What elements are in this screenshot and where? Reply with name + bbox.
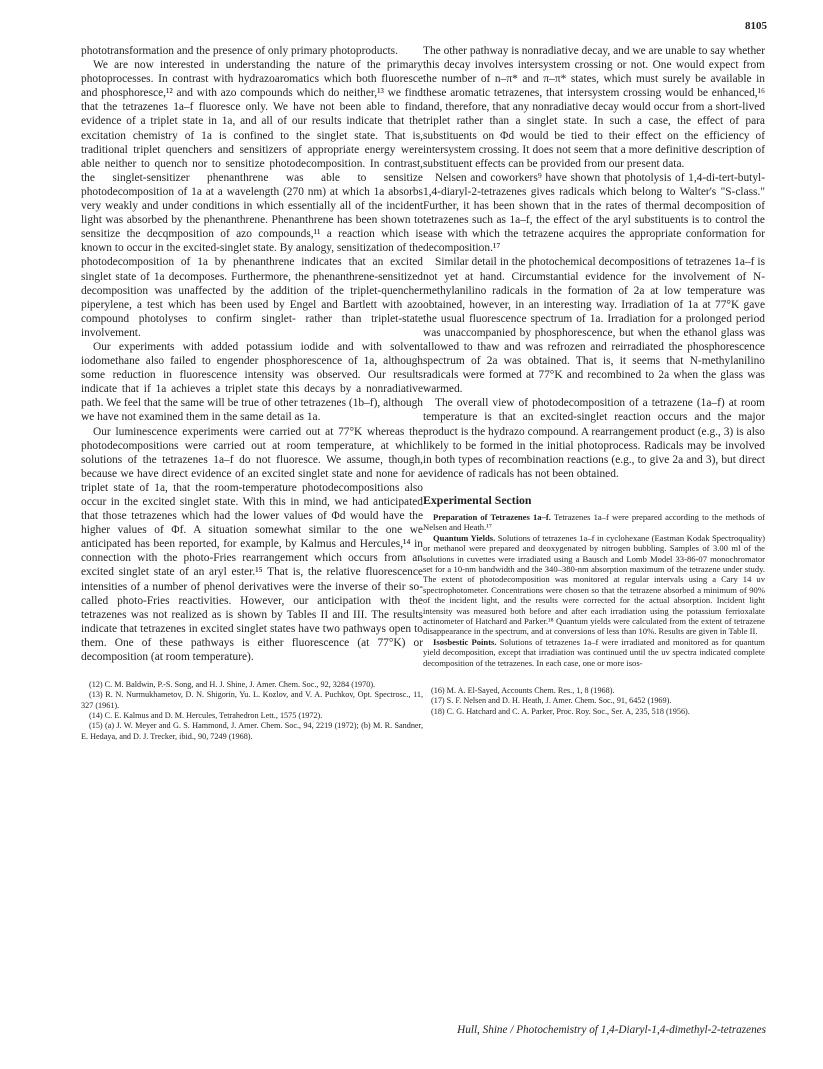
right-column: [423, 44, 765, 717]
footnote: (12) C. M. Baldwin, P.-S. Song, and H. J. Shine, J. Amer. Chem. Soc., 92, 3284 (1970).: [89, 680, 376, 690]
experimental-heading: Isosbestic Points.: [433, 636, 497, 647]
experimental-section: [423, 512, 765, 668]
left-column: [81, 44, 423, 742]
experimental-text: Solutions of tetrazenes 1a–f were irradiated and monitored as for quantum yield decomposition, except that irradiation was continued until the uv spectra indicated complete decomposition of the tetrazenes. In each case, one or more isos-: [423, 636, 765, 668]
footnote: (14) C. E. Kalmus and D. M. Hercules, Tetrahedron Lett., 1575 (1972).: [89, 711, 323, 721]
experimental-paragraph: [423, 637, 765, 668]
experimental-heading: Quantum Yields.: [433, 532, 496, 543]
running-footer: Hull, Shine / Photochemistry of 1,4-Diaryl-1,4-dimethyl-2-tetrazenes: [457, 1024, 766, 1036]
right-footnotes: [423, 686, 765, 717]
paragraph: phototransformation and the presence of only primary photoproducts.: [81, 45, 398, 57]
footnote: (17) S. F. Nelsen and D. H. Heath, J. Amer. Chem. Soc., 91, 6452 (1969).: [431, 696, 672, 706]
paragraph: The overall view of photodecomposition of a tetrazene (1a–f) at room temperature is that an excited-singlet reaction occurs and the major product is the hydrazo compound. A rearrangement product (e.g., 3) is also likely to be formed in the initial photoprocess. Radicals may be involved in both types of recombination reactions (e.g., to give 2a and 3), but direct evidence of radicals has not been obtained.: [423, 397, 765, 480]
paragraph: We are now interested in understanding the nature of the primary photoprocesses. In contrast with hydrazoaromatics which both fluoresce and phosphoresce,¹² and with azo compounds which do neither,¹³ we find that the tetrazenes 1a–f fluoresce only. We have not been able to find evidence of a triplet state in 1a, and all of our results indicate that the excitation chemistry of 1a is confined to the singlet state. That is, traditional triplet quenchers and sensitizers of appropriate energy were able neither to quench nor to sensitize photodecomposition. In contrast, the singlet-sensitizer phenanthrene was able to sensitize photodecomposition of 1a at a wavelength (270 nm) at which 1a absorbs very weakly and under conditions in which essentially all of the incident light was absorbed by the phenanthrene. Phenanthrene has been shown to sensitize the decqmposition of azo compounds,¹¹ a reaction which is known to occur in the excited-singlet state. By analogy, sensitization of the photodecomposition of 1a by phenanthrene indicates that an excited singlet state of 1a decomposes. Furthermore, the phenanthrene-sensitized decomposition was unaffected by the addition of the triplet-quencher piperylene, a test which has been used by Engel and Bartlett with azo compound photolyses to confirm singlet- rather than triplet-state involvement.: [81, 59, 423, 339]
experimental-heading: Preparation of Tetrazenes 1a–f.: [433, 511, 551, 522]
paragraph: The other pathway is nonradiative decay, and we are unable to say whether this decay involves intersystem crossing or not. One would expect from the number of n–π* and π–π* states, which must surely be available in these aromatic tetrazenes, that intersystem crossing would be enhanced,¹⁶ and, therefore, that any nonradiative decay would occur from a short-lived triplet rather than a singlet state. In such a case, the effect of para substituents on Φd would be tied to their effect on the efficiency of intersystem crossing. It does not seem that a more definitive description of substituent effects can be provided from our present data.: [423, 45, 765, 170]
footnote: (16) M. A. El-Sayed, Accounts Chem. Res., 1, 8 (1968).: [431, 686, 615, 695]
experimental-paragraph: [423, 533, 765, 637]
left-footnotes: [81, 680, 423, 742]
paragraph: Similar detail in the photochemical decompositions of tetrazenes 1a–f is not yet at hand. Circumstantial evidence for the involvement of N-methylanilino radicals in the formation of 2a at low temperature was obtained, however, in an interesting way. Irradiation of 1a at 77°K gave the usual fluorescence spectrum of 1a. Irradiation for a prolonged period was unaccompanied by phosphorescence, but when the ethanol glass was allowed to thaw and was refrozen and reirradiated the phosphorescence spectrum of 2a was obtained. That is, it seems that N-methylanilino radicals were formed at 77°K and recombined to 2a when the glass was warmed.: [423, 256, 765, 396]
right-body-text: [423, 44, 765, 481]
paragraph: Nelsen and coworkers⁹ have shown that photolysis of 1,4-di-tert-butyl-1,4-diaryl-2-tetrazenes gives radicals which belong to Walter's "S-class." Further, it has been shown that in the rates of thermal decomposition of tetrazenes such as 1a–f, the effect of the aryl substituents is to control the ease with which the tetrazene acquires the appropriate conformation for decomposition.¹⁷: [423, 171, 765, 255]
footnote: (13) R. N. Nurmukhametov, D. N. Shigorin, Yu. L. Kozlov, and V. A. Puchkov, Opt. Spectrosc., 11, 327 (1961).: [81, 690, 423, 710]
footnote: (15) (a) J. W. Meyer and G. S. Hammond, J. Amer. Chem. Soc., 94, 2219 (1972); (b) M. R. Sandner, E. Hedaya, and D. J. Trecker, ibid., 90, 7249 (1968).: [81, 721, 423, 741]
page-number: 8105: [745, 20, 767, 32]
experimental-paragraph: [423, 512, 765, 533]
footnote: (18) C. G. Hatchard and C. A. Parker, Proc. Roy. Soc., Ser. A, 235, 518 (1956).: [431, 706, 690, 716]
paragraph: Our luminescence experiments were carried out at 77°K whereas the photodecompositions were carried out at room temperature, at which solutions of the tetrazenes 1a–f do not fluoresce. We assume, though, because we have direct evidence of an excited singlet state and none for a triplet state of 1a, that the room-temperature photodecompositions also occur in the excited singlet state. With this in mind, we had anticipated that those tetrazenes which had the lower values of Φd would have the higher values of Φf. A situation somewhat similar to the one we anticipated has been reported, for example, by Kalmus and Hercules,¹⁴ in connection with the photo-Fries rearrangement which occurs from an excited singlet state of an aryl ester.¹⁵ That is, the relative fluorescence intensities of a number of phenol derivatives were the inverse of their so-called photo-Fries reactivities. However, our anticipation with the tetrazenes was not realized as is shown by Tables II and III. The results indicate that tetrazenes in excited singlet states have two pathways open to them. One of these pathways is either fluorescence (at 77°K) or decomposition (at room temperature).: [81, 425, 423, 664]
experimental-text: Tetrazenes 1a–f were prepared according to the methods of Nelsen and Heath.¹⁷: [423, 511, 765, 533]
paragraph: Our experiments with added potassium iodide and with solvent iodomethane also failed to engender phosphorescence of 1a, although some reduction in fluorescence intensity was observed. Our results indicate that if 1a achieves a triplet state this decays by a nonradiative path. We feel that the same will be true of other tetrazenes (1b–f), although we have not examined them in the same detail as 1a.: [81, 340, 423, 424]
left-body-text: [81, 44, 423, 664]
experimental-text: Solutions of tetrazenes 1a–f in cyclohexane (Eastman Kodak Spectroquality) or methanol were prepared and deoxygenated by nitrogen bubbling. Samples of 3.00 ml of the solutions in cuvettes were irradiated using a Bausch and Lomb Model 33-86-07 monochromator set for a 10-nm bandwidth and the 340–380-nm absorption maximum of the tetrazene under study. The extent of photodecomposition was monitored at regular intervals using a Cary 14 uv spectrophotometer. Concentrations were chosen so that the tetrazene absorbed a minimum of 90% of the incident light, and the results were corrected for the actual absorption. Incident light intensity was measured both before and after each irradiation using the potassium ferrioxalate actinometer of Hatchard and Parker.¹⁸ Quantum yields were calculated from the extent of tetrazene disappearance in the spectrum, and at conversions of less than 10%. Results are given in Table II.: [423, 532, 766, 637]
section-title: Experimental Section: [423, 492, 532, 507]
